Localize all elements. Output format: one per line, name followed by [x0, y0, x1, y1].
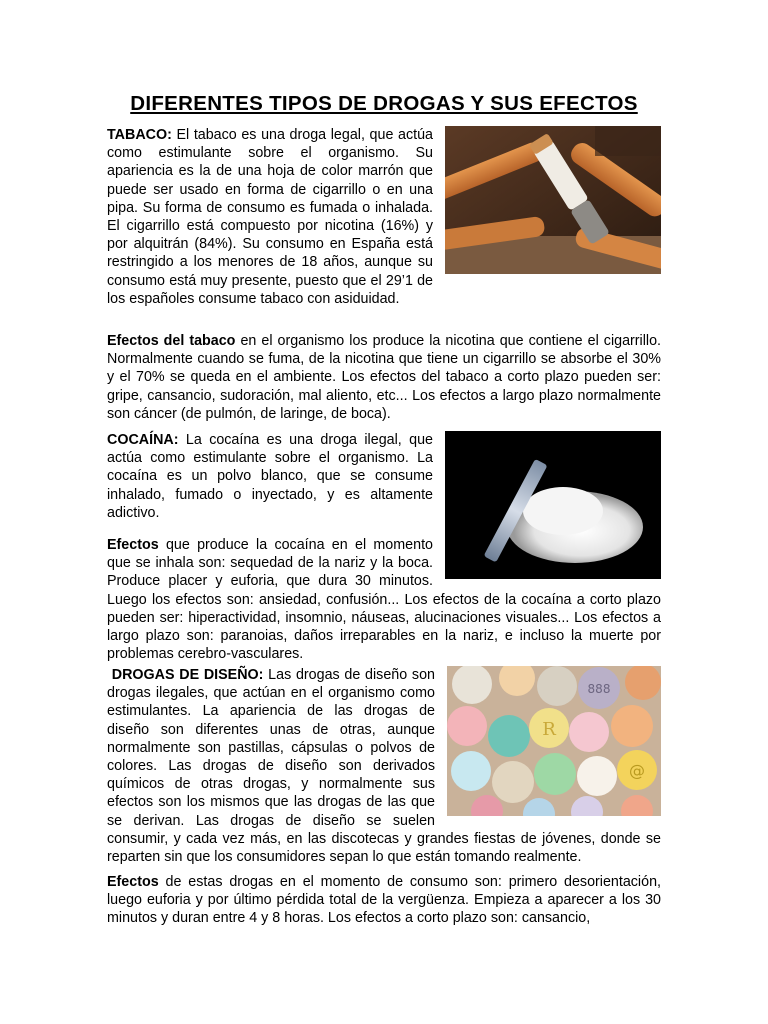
paragraph-drogas-diseno: 888 R @ DROGAS DE DISEÑO: Las drogas de diseño son drogas ilegales, que actúan en el organismo como estimulantes. La apariencia de las drogas de diseño son diferentes unas de otras, aunque normalmente son pastillas, cápsulas o polvos de colores. Las drogas de diseño son derivados químicos de otras drogas, y normalmente sus efectos son los mismos que las drogas de las que se derivan. Las drogas de diseño se suelen consumir, y cada vez más, en las discotecas y grandes fiestas de jóvenes, donde se reparten sin que los consumidores sepan lo que están tomando realmente.: [107, 666, 661, 866]
paragraph-efectos-diseno: Efectos de estas drogas en el momento de consumo son: primero desorientación, luego euforia y por último pérdida total de la vergüenza. Empieza a aparecer a los 30 minutos y duran entre 4 y 8 horas. Los efectos a corto plazo son: cansancio,: [107, 874, 661, 927]
cocaina-text: COCAÍNA: La cocaína es una droga ilegal, que actúa como estimulante sobre el organismo. La cocaína es un polvo blanco, que se consume inhalado, fumado o inyectado, y es altamente adictivo.: [107, 432, 433, 521]
page-title: DIFERENTES TIPOS DE DROGAS Y SUS EFECTOS: [130, 92, 638, 115]
paragraph-cocaina: [107, 431, 661, 663]
cocaine-photo: [445, 431, 661, 579]
pills-photo: [447, 666, 661, 816]
paragraph-efectos-cocaina: Efectos que produce la cocaína en el momento que se inhala son: sequedad de la nariz y la boca. Produce placer y euforia, que dura 30 minutos. Luego los efectos son: ansiedad, confusión... Los efectos de la cocaína a corto plazo pueden ser: hiperactividad, insomnio, náuseas, alucinaciones visuales... Los efectos a largo plazo son: paranoias, daños irreparables en la nariz, e incluso la muerte por problemas cerebro-vasculares.: [107, 537, 661, 663]
paragraph-tabaco: TABACO: El tabaco es una droga legal, que actúa como estimulante sobre el organismo. Su apariencia es la de una hoja de color marrón que puede ser usado en forma de cigarrillo o en una pipa. Su forma de consumo es fumada o inhalada. El cigarrillo está compuesto por nicotina (16%) y por alquitrán (84%). Su consumo en España está restringido a los menores de 18 años, aunque su consumo está muy presente, puesto que el 29’1 de los españoles consume tabaco con asiduidad.: [107, 126, 661, 308]
pill-imprint-888: 888: [587, 682, 611, 696]
paragraph-efectos-tabaco: Efectos del tabaco en el organismo los produce la nicotina que contiene el cigarrillo. Normalmente cuando se fuma, de la nicotina que tiene un cigarrillo se absorbe el 30% y el 70% se queda en el ambiente. Los efectos del tabaco a corto plazo pueden ser: gripe, cansancio, sudoración, mal aliento, etc... Los efectos a largo plazo normalmente son cáncer (de pulmón, de laringe, de boca).: [107, 333, 661, 422]
cigarettes-photo: [445, 126, 661, 274]
pill-imprint-r: R: [542, 719, 556, 740]
pill-imprint-at: @: [629, 761, 645, 780]
